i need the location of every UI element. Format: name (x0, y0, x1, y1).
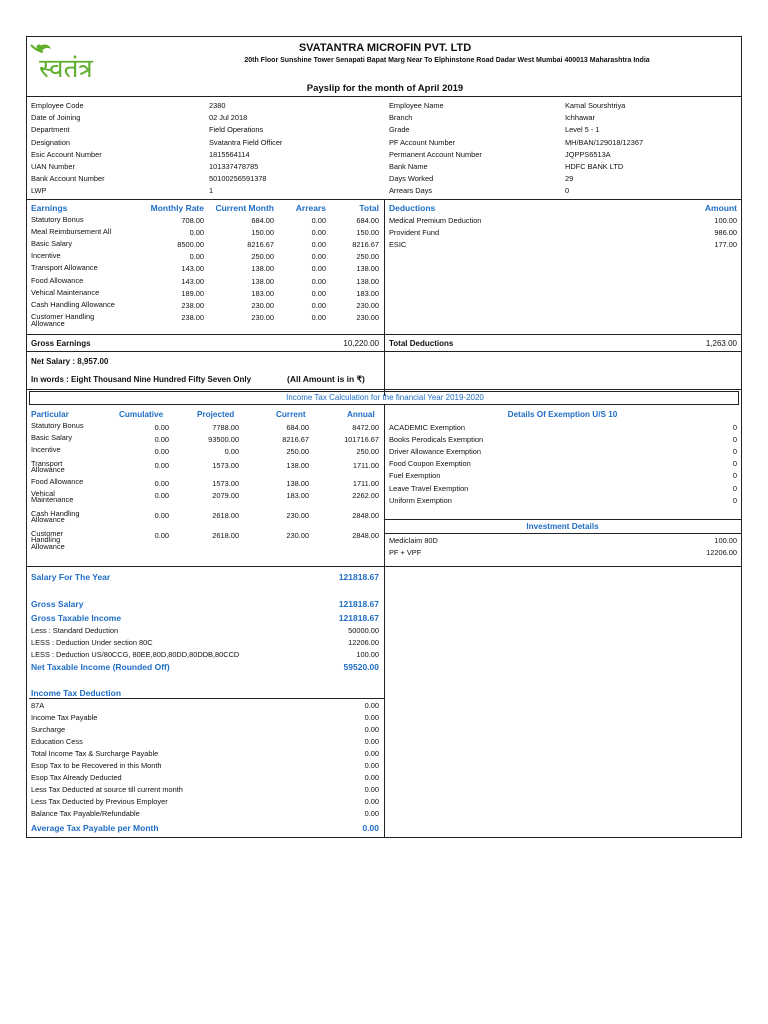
employee-field-label: LWP (31, 186, 47, 196)
earnings-row-value: 143.00 (181, 276, 204, 286)
divider (384, 519, 741, 520)
tax-row-value: 0.00 (154, 479, 169, 488)
less-row-label: LESS : Deduction US/80CCG, 80EE,80D,80DD,80DDB,80CCD (31, 650, 240, 659)
earnings-row-value: 138.00 (356, 264, 379, 274)
earnings-row-label: Food Allowance (31, 275, 84, 285)
earnings-row-label: Meal Reimbursement All (31, 227, 112, 237)
tax-row-value: 0.00 (154, 461, 169, 470)
tax-row-value: 2262.00 (352, 491, 379, 500)
deductions-header: Deductions (389, 203, 436, 213)
tax-deduction-row-label: Total Income Tax & Surcharge Payable (31, 749, 159, 758)
employee-field-value: Kamal Sourshtriya (565, 101, 626, 110)
company-name: SVATANTRA MICROFIN PVT. LTD (298, 42, 472, 54)
tax-header: Particular (31, 410, 69, 419)
employee-field-label: Department (31, 125, 70, 135)
divider (27, 96, 741, 97)
tax-header: Annual (347, 410, 375, 419)
deduction-row-label: Provident Fund (389, 228, 440, 238)
tax-row-value: 250.00 (356, 447, 379, 456)
tax-row-value: 0.00 (224, 447, 239, 456)
gross-salary-label: Gross Salary (31, 599, 84, 609)
tax-row-label: Basic Salary (31, 433, 73, 442)
earnings-row-value: 0.00 (311, 252, 326, 262)
earnings-row-value: 150.00 (356, 228, 379, 238)
tax-row-value: 8472.00 (352, 423, 379, 432)
exemption-row-value: 0 (732, 459, 737, 469)
tax-row-value: 230.00 (286, 531, 309, 540)
less-row-value: 12206.00 (348, 638, 379, 647)
employee-field-value: MH/BAN/129018/12367 (565, 137, 644, 147)
exemption-row-value: 0 (732, 435, 737, 445)
divider (27, 334, 741, 335)
exemption-row-label: Leave Travel Exemption (389, 483, 469, 493)
divider (384, 199, 385, 396)
earnings-row-value: 230.00 (251, 312, 274, 322)
employee-field-value: JQPPS6513A (565, 149, 611, 159)
earnings-row-label: Transport Allowance (31, 263, 98, 273)
employee-field-value: Level 5 - 1 (565, 125, 600, 135)
tax-deduction-title: Income Tax Deduction (31, 688, 122, 698)
earnings-row-value: 8216.67 (352, 240, 379, 250)
tax-row-value: 2618.00 (212, 531, 239, 540)
tax-deduction-row-value: 0.00 (364, 809, 379, 818)
earnings-header: Monthly Rate (150, 203, 204, 213)
earnings-row-value: 230.00 (251, 300, 274, 310)
deduction-row-value: 986.00 (714, 228, 737, 238)
less-row-value: 50000.00 (348, 626, 379, 635)
net-salary-in-words: In words : Eight Thousand Nine Hundred Fifty Seven Only (31, 375, 252, 384)
divider (384, 533, 741, 534)
earnings-header: Arrears (295, 203, 326, 213)
investment-title: Investment Details (526, 522, 599, 531)
tax-row-label: Transport Allowance (31, 459, 65, 475)
earnings-row-value: 0.00 (311, 300, 326, 310)
tax-deduction-row-value: 0.00 (364, 773, 379, 782)
tax-row-value: 0.00 (154, 491, 169, 500)
tax-row-value: 1711.00 (352, 461, 379, 470)
tax-deduction-row-label: Education Cess (31, 737, 83, 746)
earnings-row-value: 684.00 (356, 216, 379, 225)
deduction-row-label: ESIC (389, 240, 407, 250)
employee-field-value: 2380 (209, 101, 226, 110)
employee-field-label: Employee Name (389, 101, 444, 110)
divider (27, 351, 741, 352)
company-address: 20th Floor Sunshine Tower Senapati Bapat Marg Near To Elphinstone Road Dadar West Mumbai 400013 Maharashtra India (244, 57, 650, 64)
investment-row-value: 100.00 (714, 536, 737, 545)
tax-row-label: Statutory Bonus (31, 421, 84, 430)
tax-deduction-row-label: Esop Tax Already Deducted (31, 773, 122, 782)
logo-wordmark: स्वतंत्र (39, 54, 93, 84)
tax-deduction-row-value: 0.00 (364, 737, 379, 746)
earnings-row-value: 138.00 (251, 276, 274, 286)
employee-field-value: 1815564114 (209, 149, 250, 159)
earnings-row-value: 0.00 (311, 216, 326, 225)
tax-row-value: 93500.00 (208, 435, 239, 444)
earnings-row-value: 250.00 (251, 252, 274, 262)
tax-row-value: 2618.00 (212, 511, 239, 520)
earnings-row-value: 230.00 (356, 312, 379, 322)
tax-row-value: 8216.67 (282, 435, 309, 444)
tax-row-value: 230.00 (286, 511, 309, 520)
tax-row-value: 0.00 (154, 435, 169, 444)
earnings-row-label: Statutory Bonus (31, 215, 84, 224)
earnings-row-value: 138.00 (251, 264, 274, 274)
employee-field-value: 0 (565, 186, 570, 196)
exemption-row-value: 0 (732, 471, 737, 481)
earnings-row-label: Incentive (31, 251, 61, 261)
net-taxable-label: Net Taxable Income (Rounded Off) (31, 662, 170, 672)
tax-deduction-row-value: 0.00 (364, 761, 379, 770)
earnings-row-label: Vehical Maintenance (31, 287, 100, 297)
employee-field-label: Designation (31, 137, 71, 147)
tax-row-value: 0.00 (154, 447, 169, 456)
exemption-row-label: Books Perodicals Exemption (389, 435, 484, 445)
tax-deduction-row-value: 0.00 (364, 725, 379, 734)
employee-field-label: Esic Account Number (31, 149, 102, 159)
less-row-label: Less : Standard Deduction (31, 626, 119, 635)
tax-row-value: 2848.00 (352, 511, 379, 520)
divider (27, 566, 741, 567)
earnings-row-value: 0.00 (189, 228, 204, 238)
earnings-row-value: 238.00 (181, 300, 204, 310)
earnings-row-value: 8216.67 (247, 240, 274, 250)
earnings-row-value: 238.00 (181, 312, 204, 322)
tax-deduction-row-value: 0.00 (364, 785, 379, 794)
tax-row-value: 138.00 (286, 479, 309, 488)
employee-field-label: Date of Joining (31, 113, 81, 123)
employee-field-value: Field Operations (209, 125, 264, 135)
exemption-row-label: Driver Allowance Exemption (389, 447, 482, 457)
employee-field-value: 29 (565, 174, 574, 184)
divider (27, 389, 741, 390)
earnings-row-value: 0.00 (189, 252, 204, 262)
tax-row-value: 0.00 (154, 423, 169, 432)
gross-earnings-label: Gross Earnings (31, 339, 91, 348)
exemption-title: Details Of Exemption U/S 10 (507, 410, 618, 419)
tax-row-value: 2848.00 (352, 531, 379, 540)
tax-row-value: 101716.67 (344, 435, 379, 444)
investment-row-value: 12206.00 (706, 548, 737, 557)
earnings-row-value: 684.00 (251, 216, 274, 225)
exemption-row-label: Fuel Exemption (389, 471, 441, 481)
total-deductions-value: 1,263.00 (705, 339, 737, 348)
employee-field-label: Employee Code (31, 101, 84, 110)
avg-tax-value: 0.00 (362, 823, 379, 833)
employee-field-label: Days Worked (389, 174, 434, 184)
net-taxable-value: 59520.00 (343, 662, 379, 672)
tax-row-value: 2079.00 (212, 491, 239, 500)
salary-for-year-value: 121818.67 (338, 572, 379, 582)
tax-deduction-row-label: Less Tax Deducted by Previous Employer (31, 797, 168, 806)
net-salary: Net Salary : 8,957.00 (31, 357, 109, 366)
employee-field-label: Arrears Days (389, 186, 433, 196)
earnings-row-label: Cash Handling Allowance (31, 299, 115, 309)
tax-row-value: 1711.00 (352, 479, 379, 488)
employee-field-value: 02 Jul 2018 (209, 113, 248, 123)
tax-row-value: 183.00 (286, 491, 309, 500)
employee-field-label: Bank Account Number (31, 174, 105, 184)
exemption-row-label: Food Coupon Exemption (389, 459, 471, 469)
employee-field-value: Svatantra Field Officer (209, 137, 283, 147)
deduction-row-label: Medical Premium Deduction (389, 216, 482, 225)
employee-field-label: PF Account Number (389, 137, 456, 147)
employee-field-value: Ichhawar (565, 113, 595, 123)
tax-row-value: 0.00 (154, 511, 169, 520)
tax-deduction-row-value: 0.00 (364, 749, 379, 758)
tax-deduction-row-label: Less Tax Deducted at source till current month (31, 785, 183, 794)
tax-row-value: 0.00 (154, 531, 169, 540)
exemption-row-value: 0 (732, 495, 737, 505)
divider (29, 698, 384, 699)
employee-field-value: 1 (209, 186, 214, 196)
tax-row-label: Customer Handling Allowance (31, 529, 65, 551)
earnings-row-value: 0.00 (311, 276, 326, 286)
earnings-header: Earnings (31, 203, 68, 213)
gross-taxable-value: 121818.67 (338, 613, 379, 623)
earnings-row-value: 183.00 (356, 288, 379, 298)
tax-row-label: Incentive (31, 445, 61, 454)
gross-earnings-value: 10,220.00 (343, 339, 379, 348)
earnings-row-value: 150.00 (251, 228, 274, 238)
earnings-row-value: 708.00 (181, 216, 204, 225)
earnings-row-value: 230.00 (356, 300, 379, 310)
earnings-row-value: 0.00 (311, 288, 326, 298)
earnings-header: Current Month (215, 203, 274, 213)
tax-row-value: 1573.00 (212, 461, 239, 470)
tax-row-label: Vehical Maintenance (31, 489, 74, 505)
gross-taxable-label: Gross Taxable Income (31, 613, 122, 623)
earnings-row-label: Basic Salary (31, 239, 73, 249)
earnings-row-value: 8500.00 (177, 240, 204, 250)
divider (384, 405, 385, 837)
avg-tax-label: Average Tax Payable per Month (31, 823, 159, 833)
payslip-title: Payslip for the month of April 2019 (306, 83, 464, 94)
employee-field-label: Branch (389, 113, 413, 123)
less-row-value: 100.00 (356, 650, 379, 659)
tax-deduction-row-value: 0.00 (364, 797, 379, 806)
employee-field-value: 101337478785 (209, 162, 259, 171)
tax-deduction-row-value: 0.00 (364, 701, 379, 710)
employee-field-label: UAN Number (31, 162, 75, 171)
tax-header: Projected (197, 410, 235, 419)
tax-deduction-row-label: Income Tax Payable (31, 713, 98, 722)
employee-field-value: HDFC BANK LTD (565, 162, 624, 171)
tax-row-value: 250.00 (286, 447, 309, 456)
deduction-row-value: 100.00 (714, 216, 737, 225)
exemption-row-value: 0 (732, 447, 737, 457)
earnings-row-value: 250.00 (356, 252, 379, 262)
employee-field-value: 50100256591378 (209, 174, 267, 184)
exemption-row-value: 0 (732, 423, 737, 432)
earnings-row-value: 183.00 (251, 288, 274, 298)
earnings-row-value: 0.00 (311, 228, 326, 238)
tax-deduction-row-label: Esop Tax to be Recovered in this Month (31, 761, 162, 770)
exemption-row-label: Uniform Exemption (389, 495, 452, 505)
employee-field-label: Grade (389, 125, 410, 135)
tax-title: Income Tax Calculation for the financial Year 2019-2020 (286, 393, 484, 402)
tax-header: Current (276, 410, 306, 419)
earnings-row-label: Customer Handling Allowance (31, 311, 95, 328)
less-row-label: LESS : Deduction Under section 80C (31, 638, 153, 647)
earnings-row-value: 0.00 (311, 240, 326, 250)
salary-for-year-label: Salary For The Year (31, 572, 111, 582)
earnings-row-value: 138.00 (356, 276, 379, 286)
tax-row-value: 138.00 (286, 461, 309, 470)
exemption-row-label: ACADEMIC Exemption (389, 423, 465, 432)
tax-header: Cumulative (119, 410, 164, 419)
earnings-row-value: 189.00 (181, 288, 204, 298)
exemption-row-value: 0 (732, 483, 737, 493)
employee-field-label: Bank Name (389, 162, 428, 171)
tax-row-value: 684.00 (286, 423, 309, 432)
tax-deduction-row-value: 0.00 (364, 713, 379, 722)
earnings-row-value: 0.00 (311, 312, 326, 322)
amount-note: (All Amount is in ₹) (287, 374, 365, 384)
total-deductions-label: Total Deductions (389, 339, 454, 348)
earnings-header: Total (359, 203, 379, 213)
tax-deduction-row-label: 87A (31, 701, 45, 710)
investment-row-label: PF + VPF (389, 548, 422, 557)
tax-deduction-row-label: Balance Tax Payable/Refundable (31, 809, 140, 818)
tax-row-label: Food Allowance (31, 477, 84, 486)
earnings-row-value: 143.00 (181, 264, 204, 274)
employee-field-label: Permanent Account Number (389, 149, 482, 159)
tax-row-value: 7788.00 (212, 423, 239, 432)
tax-row-value: 1573.00 (212, 479, 239, 488)
investment-row-label: Mediclaim 80D (389, 536, 438, 545)
deduction-row-value: 177.00 (714, 240, 737, 250)
earnings-row-value: 0.00 (311, 264, 326, 274)
tax-row-label: Cash Handling Allowance (31, 509, 80, 525)
deductions-header: Amount (704, 203, 737, 213)
gross-salary-value: 121818.67 (338, 599, 379, 609)
tax-deduction-row-label: Surcharge (31, 725, 66, 734)
payslip-sheet (26, 36, 742, 838)
